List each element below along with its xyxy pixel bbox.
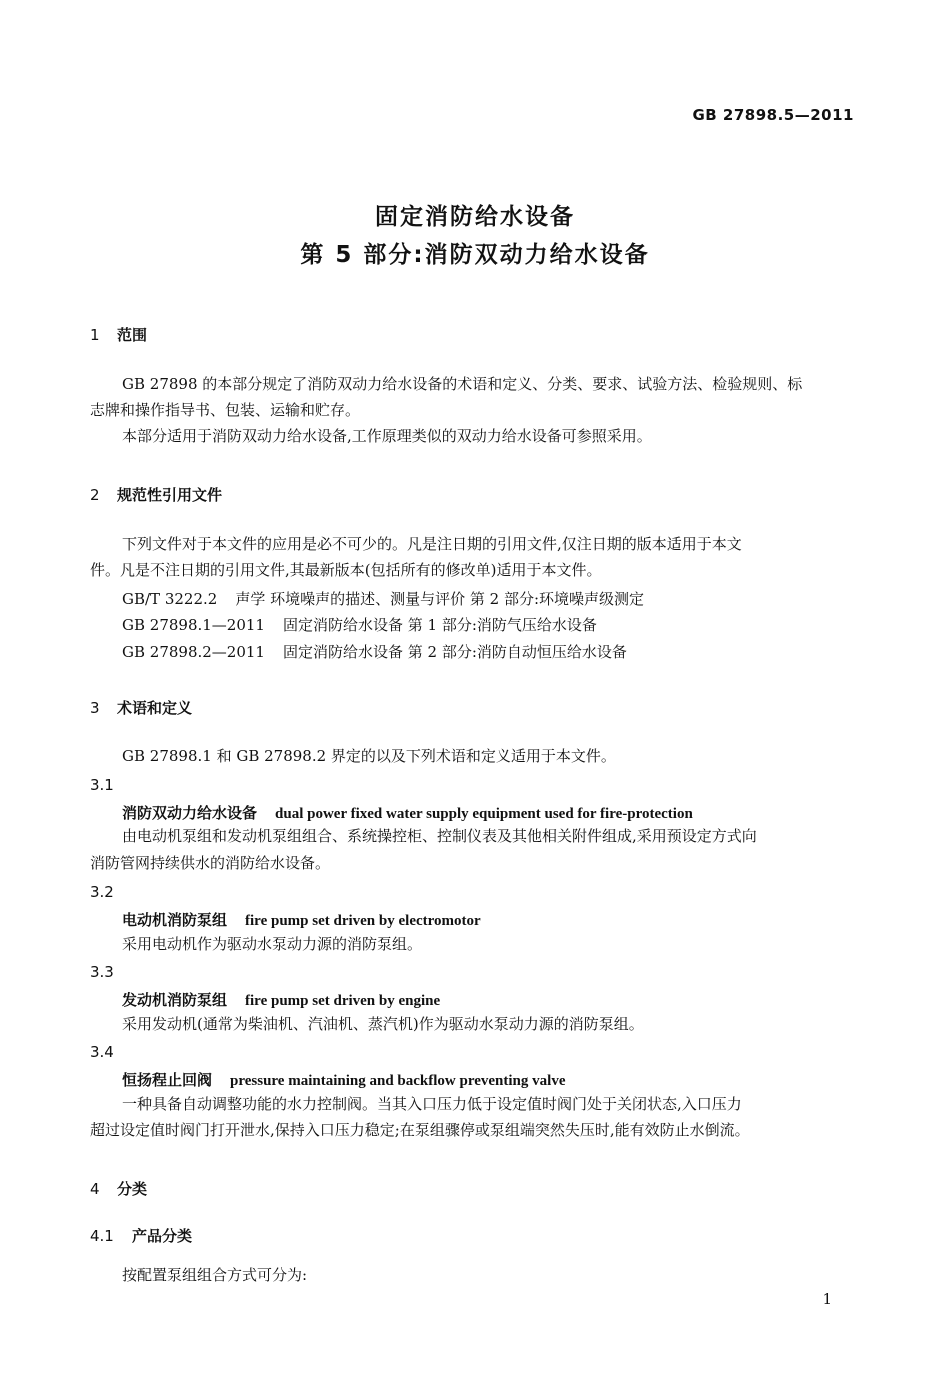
section-1-heading <box>90 324 147 345</box>
term-definition: 一种具备自动调整功能的水力控制阀。当其入口压力低于设定值时阀门处于关闭状态,入口压力 <box>122 1095 742 1113</box>
subsection-title: 产品分类 <box>132 1227 193 1245</box>
section-title: 分类 <box>117 1180 148 1198</box>
term-entry <box>122 1069 565 1090</box>
term-zh: 发动机消防泵组 <box>122 991 228 1009</box>
reference-title: 固定消防给水设备 第 2 部分:消防自动恒压给水设备 <box>282 643 627 661</box>
page-number: 1 <box>822 1290 832 1308</box>
section-2-heading <box>90 484 222 505</box>
section-number: 1 <box>90 326 100 344</box>
document-title-line1: 固定消防给水设备 <box>375 204 575 230</box>
clause-number: 3.4 <box>90 1043 114 1061</box>
term-definition: 采用发动机(通常为柴油机、汽油机、蒸汽机)作为驱动水泵动力源的消防泵组。 <box>122 1015 644 1033</box>
reference-code: GB 27898.1—2011 <box>122 616 265 634</box>
clause-number: 3.1 <box>90 776 114 794</box>
paragraph: 下列文件对于本文件的应用是必不可少的。凡是注日期的引用文件,仅注日期的版本适用于本文 <box>122 535 742 553</box>
term-en: dual power fixed water supply equipment used for fire-protection <box>275 806 693 822</box>
reference-code: GB 27898.2—2011 <box>122 643 265 661</box>
section-title: 术语和定义 <box>117 699 193 717</box>
section-4-heading <box>90 1178 147 1199</box>
reference-title: 声学 环境噪声的描述、测量与评价 第 2 部分:环境噪声级测定 <box>235 590 645 608</box>
section-number: 3 <box>90 699 100 717</box>
section-3-heading <box>90 697 192 718</box>
paragraph: 志牌和操作指导书、包装、运输和贮存。 <box>90 401 361 419</box>
term-zh: 电动机消防泵组 <box>122 911 228 929</box>
term-en: pressure maintaining and backflow preventing valve <box>230 1073 566 1089</box>
term-definition: 采用电动机作为驱动水泵动力源的消防泵组。 <box>122 935 423 953</box>
term-zh: 恒扬程止回阀 <box>122 1071 213 1089</box>
normative-reference <box>122 614 615 635</box>
section-title: 范围 <box>117 326 148 344</box>
term-en: fire pump set driven by electromotor <box>245 913 481 929</box>
normative-reference <box>122 588 662 609</box>
paragraph: 按配置泵组组合方式可分为: <box>122 1266 308 1284</box>
clause-number: 3.2 <box>90 883 114 901</box>
term-en: fire pump set driven by engine <box>245 993 441 1009</box>
section-title: 规范性引用文件 <box>117 486 223 504</box>
paragraph: GB 27898.1 和 GB 27898.2 界定的以及下列术语和定义适用于本文件。 <box>122 747 616 765</box>
paragraph: GB 27898 的本部分规定了消防双动力给水设备的术语和定义、分类、要求、试验方法、检验规则、标 <box>122 375 803 393</box>
section-number: 2 <box>90 486 100 504</box>
normative-reference <box>122 641 645 662</box>
subsection-number: 4.1 <box>90 1227 114 1245</box>
document-title-line2: 第 5 部分:消防双动力给水设备 <box>300 242 650 268</box>
term-zh: 消防双动力给水设备 <box>122 804 258 822</box>
clause-number: 3.3 <box>90 963 114 981</box>
section-number: 4 <box>90 1180 100 1198</box>
reference-title: 固定消防给水设备 第 1 部分:消防气压给水设备 <box>282 616 597 634</box>
term-definition: 由电动机泵组和发动机泵组组合、系统操控柜、控制仪表及其他相关附件组成,采用预设定方式向 <box>122 827 757 845</box>
paragraph: 件。凡是不注日期的引用文件,其最新版本(包括所有的修改单)适用于本文件。 <box>90 561 602 579</box>
term-entry <box>122 909 481 930</box>
term-entry <box>122 989 440 1010</box>
standard-number: GB 27898.5—2011 <box>692 106 854 124</box>
subsection-4-1-heading <box>90 1225 192 1246</box>
reference-code: GB/T 3222.2 <box>122 590 218 608</box>
paragraph: 本部分适用于消防双动力给水设备,工作原理类似的双动力给水设备可参照采用。 <box>122 427 652 445</box>
term-definition: 消防管网持续供水的消防给水设备。 <box>90 854 331 872</box>
term-entry <box>122 802 693 823</box>
term-definition: 超过设定值时阀门打开泄水,保持入口压力稳定;在泵组骤停或泵组端突然失压时,能有效防止水倒流。 <box>90 1121 750 1139</box>
